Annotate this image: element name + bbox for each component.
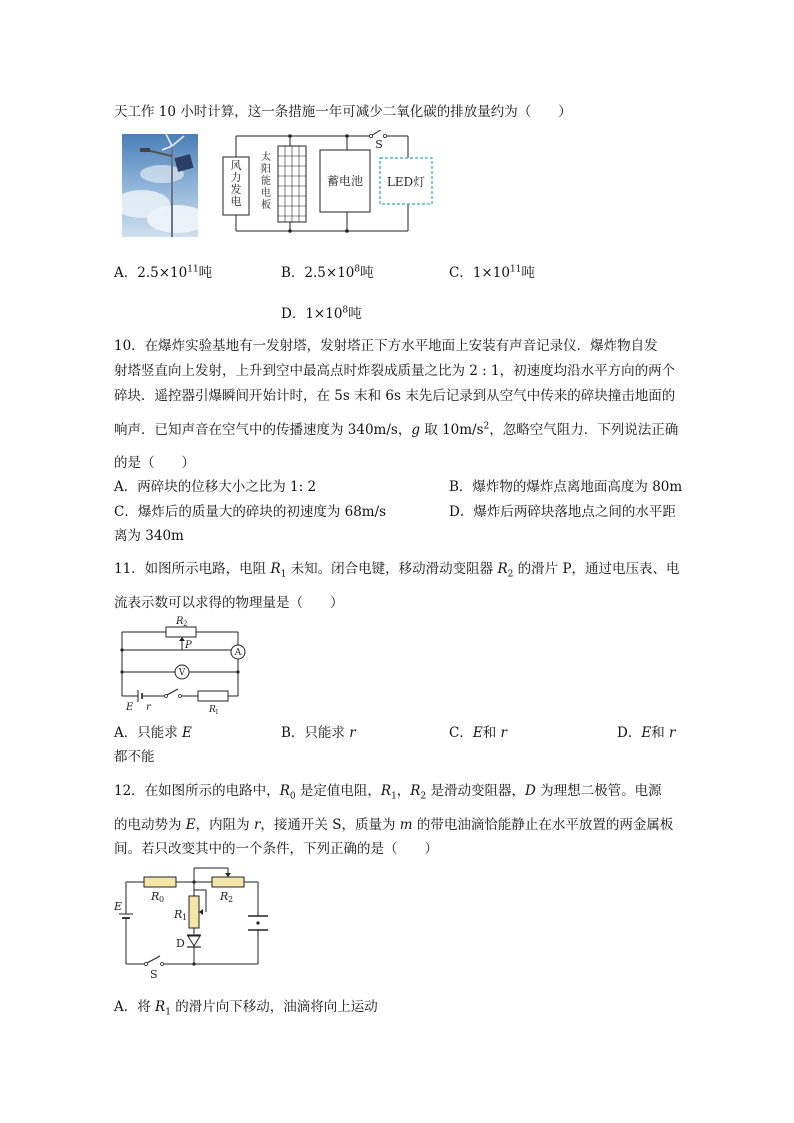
q12-option-a[interactable]: A．将 $R_1$ 的滑片向下移动，油滴将向上运动 — [114, 999, 378, 1018]
wind-label-4: 电 — [230, 195, 242, 208]
q10-line-1: 10．在爆炸实验基地有一发射塔，发射塔正下方水平地面上安装有声音记录仪．爆炸物自发 — [114, 338, 658, 354]
wind-label-1: 风 — [230, 159, 242, 172]
q11-option-d[interactable]: D．E和 r — [617, 725, 676, 741]
q11-option-c[interactable]: C．E和 r — [449, 725, 507, 741]
q9-option-a[interactable]: A．$2.5\times 10^{11}$吨 — [114, 264, 213, 281]
q11-fig-r1: R — [209, 705, 216, 714]
q12-fig-r2: R — [220, 890, 229, 903]
q12-line-3: 间。若只改变其中的一个条件，下列正确的是（ ） — [114, 841, 438, 857]
switch-label: S — [375, 138, 383, 151]
q9-option-d[interactable]: D．$1\times 10^8$吨 — [281, 305, 362, 322]
solar-label-1: 太 — [261, 152, 271, 163]
q12-fig-r0: R — [151, 890, 160, 903]
q10-option-c[interactable]: C．爆炸后的质量大的碎块的初速度为 68m/s — [114, 504, 387, 520]
q11-option-d-continued: 都不能 — [114, 749, 155, 765]
q10-line-2: 射塔竖直向上发射，上升到空中最高点时炸裂成质量之比为 2 : 1，初速度均沿水平方向的两个 — [114, 363, 676, 379]
q12-line-1: 12．在如图所示的电路中，$R_0$ 是定值电阻，$R_1$，$R_2$ 是滑动变阻器，D 为理想二极管。电源 — [114, 783, 662, 802]
q11-fig-r1-sub: 1 — [215, 709, 219, 714]
ammeter-icon: A — [234, 648, 242, 658]
q9-stem-tail: 天工作 10 小时计算，这一条措施一年可减少二氧化碳的排放量约为（ ） — [114, 104, 572, 120]
q11-circuit-diagram — [114, 614, 254, 714]
q12-circuit-diagram — [114, 862, 270, 982]
led-label: LED灯 — [386, 175, 426, 189]
q12-fig-r0-sub: 0 — [159, 895, 165, 904]
q12-fig-r2-sub: 2 — [228, 895, 234, 904]
q12-fig-s: S — [150, 968, 158, 981]
q11-line-1: 11．如图所示电路，电阻 $R_1$ 未知。闭合电键，移动滑动变阻器 $R_2$ 的滑片 P，通过电压表、电 — [114, 561, 680, 580]
wind-label-3: 发 — [230, 183, 242, 196]
wind-solar-circuit-diagram — [216, 130, 438, 238]
q10-option-d[interactable]: D．爆炸后两碎块落地点之间的水平距 — [449, 504, 676, 520]
battery-label: 蓄电池 — [326, 174, 364, 188]
q10-option-a[interactable]: A．两碎块的位移大小之比为 1: 2 — [114, 479, 317, 495]
q11-option-b[interactable]: B．只能求 r — [281, 725, 356, 741]
q10-line-4: 响声．已知声音在空气中的传播速度为 340m/s，g 取 $10m/s^2$，忽略空气阻力．下列说法正确 — [114, 421, 679, 438]
q11-fig-r2-sub: 2 — [183, 620, 188, 628]
q11-fig-r: r — [146, 702, 151, 713]
q11-fig-p: P — [185, 640, 192, 651]
q10-option-b[interactable]: B．爆炸物的爆炸点离地面高度为 80m — [449, 479, 683, 495]
q12-line-2: 的电动势为 E，内阻为 r，接通开关 S，质量为 m 的带电油滴恰能静止在水平放置的两金属板 — [114, 817, 674, 833]
q12-fig-r1-sub: 1 — [182, 913, 188, 922]
q12-fig-e: E — [114, 900, 123, 913]
solar-label-3: 能 — [261, 176, 271, 187]
street-lamp-photo — [122, 134, 198, 237]
q10-line-5: 的是（ ） — [114, 455, 195, 471]
q10-option-d-continued: 离为 340m — [114, 528, 184, 544]
solar-label-4: 电 — [261, 188, 271, 199]
wind-label-2: 力 — [230, 171, 242, 184]
voltmeter-icon: V — [178, 668, 186, 678]
q11-fig-e: E — [126, 702, 134, 713]
solar-label-2: 阳 — [261, 164, 271, 175]
q9-option-c[interactable]: C．$1\times 10^{11}$吨 — [449, 264, 535, 281]
q11-line-2: 流表示数可以求得的物理量是（ ） — [114, 595, 344, 611]
q10-line-3: 碎块．遥控器引爆瞬间开始计时，在 5s 末和 6s 末先后记录到从空气中传来的碎块撞击地面的 — [114, 388, 676, 404]
q11-option-a[interactable]: A．只能求 E — [114, 725, 192, 741]
q9-option-b[interactable]: B．$2.5\times 10^8$吨 — [281, 264, 374, 281]
diode-icon: D — [176, 937, 185, 950]
q12-fig-r1: R — [174, 908, 183, 921]
solar-label-5: 板 — [261, 200, 271, 211]
q11-fig-r2: R — [176, 616, 184, 627]
